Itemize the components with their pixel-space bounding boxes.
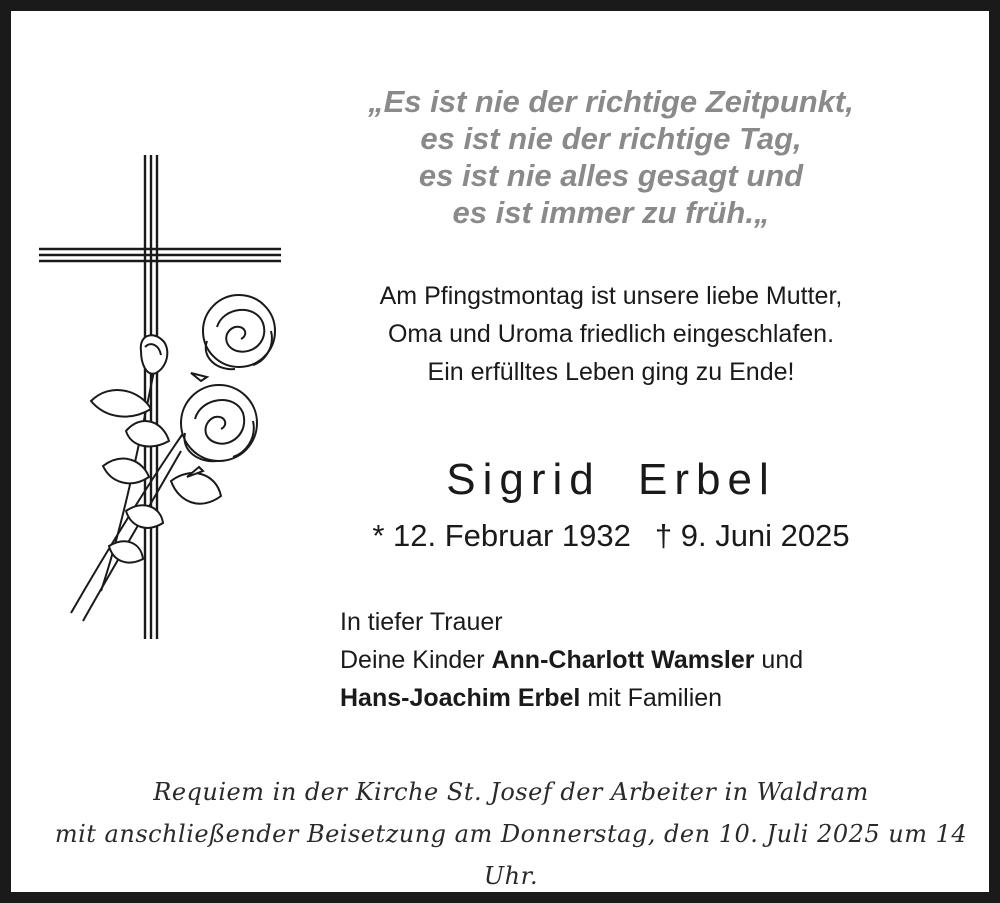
announcement-line: Ein erfülltes Leben ging zu Ende!	[427, 358, 795, 386]
birth-date: * 12. Februar 1932	[372, 518, 631, 553]
quote-line: es ist immer zu früh.„	[452, 195, 770, 230]
child-name: Hans-Joachim Erbel	[340, 684, 581, 712]
mourning-line: In tiefer Trauer	[340, 608, 503, 636]
quote-line: es ist nie der richtige Tag,	[420, 121, 802, 156]
life-dates	[311, 516, 911, 556]
death-date: † 9. Juni 2025	[654, 518, 850, 553]
conjunction: und	[761, 646, 804, 674]
deceased-name: Sigrid Erbel	[446, 455, 776, 504]
announcement-line: Oma und Uroma friedlich eingeschlafen.	[387, 320, 835, 348]
families-suffix: mit Familien	[587, 684, 723, 712]
children-prefix: Deine Kinder	[340, 646, 485, 674]
service-info	[31, 771, 991, 897]
quote-block	[301, 83, 921, 231]
roses-icon	[71, 295, 275, 621]
quote-line: „Es ist nie der richtige Zeitpunkt,	[368, 84, 854, 119]
announcement-text	[291, 277, 931, 391]
mourners-block	[340, 603, 960, 717]
service-line: mit anschließender Beisetzung am Donnerstag, den 10. Juli 2025 um 14 Uhr.	[54, 820, 968, 890]
quote-line: es ist nie alles gesagt und	[418, 158, 804, 193]
child-name: Ann-Charlott Wamsler	[491, 646, 755, 674]
cross-with-roses-illustration	[31, 151, 291, 651]
service-line: Requiem in der Kirche St. Josef der Arbeiter in Waldram	[153, 778, 869, 806]
announcement-line: Am Pfingstmontag ist unsere liebe Mutter,	[379, 282, 843, 310]
children-line	[340, 679, 960, 717]
children-line	[340, 641, 960, 679]
